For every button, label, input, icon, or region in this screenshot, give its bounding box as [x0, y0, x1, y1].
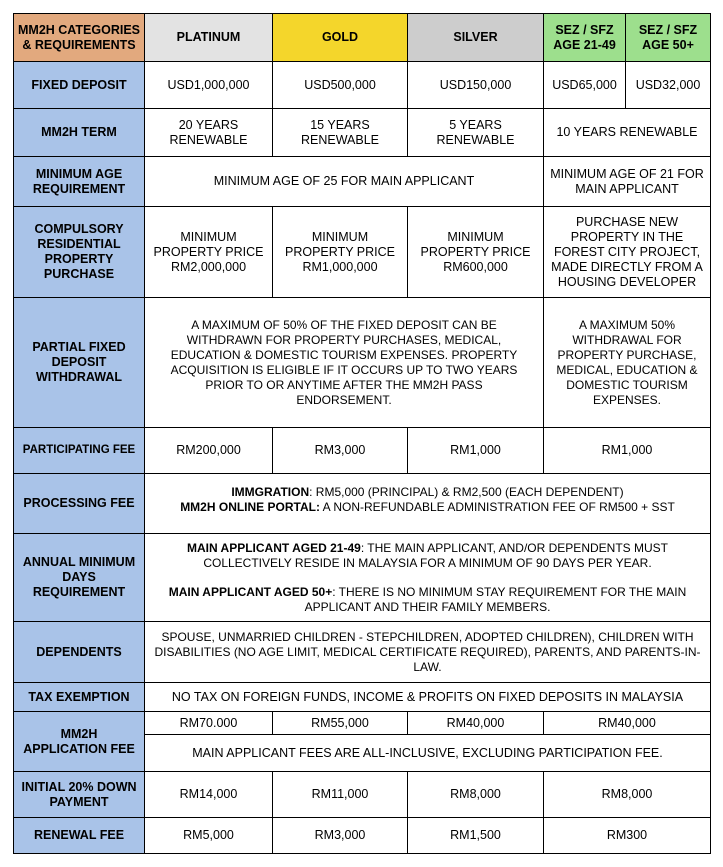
withdrawal-line: ACQUISITION IS ELIGIBLE IF IT OCCURS UP TO TWO YEARS: [170, 362, 518, 377]
processing-fee-row: [14, 474, 711, 534]
renewal-fee-row: [14, 818, 711, 854]
processing-fee-portal: [147, 500, 708, 515]
fixed-deposit-sez-50: USD32,000: [626, 62, 711, 109]
withdrawal-line: MEDICAL, EDUCATION &: [556, 362, 698, 377]
min-age-label: [14, 157, 145, 207]
down-payment-platinum: RM14,000: [145, 772, 273, 818]
renewal-fee-gold: RM3,000: [273, 818, 408, 854]
processing-fee-immigration: [147, 485, 708, 500]
sez-2149-header-line: SEZ / SFZ: [555, 22, 614, 37]
sez-50-header: [626, 14, 711, 62]
tax-label: TAX EXEMPTION: [14, 683, 145, 712]
property-label-line: PROPERTY: [44, 252, 114, 266]
annual-days-label-line: REQUIREMENT: [32, 585, 126, 599]
application-fee-note: MAIN APPLICANT FEES ARE ALL-INCLUSIVE, EXCLUDING PARTICIPATION FEE.: [145, 735, 711, 772]
min-age-sez: [544, 157, 711, 207]
term-line: RENEWABLE: [300, 132, 380, 147]
property-line: FOREST CITY PROJECT,: [553, 244, 701, 259]
dependents-label: DEPENDENTS: [14, 622, 145, 683]
property-platinum: [145, 207, 273, 298]
property-silver: [408, 207, 544, 298]
term-sez: 10 YEARS RENEWABLE: [544, 109, 711, 157]
withdrawal-label-line: DEPOSIT: [51, 355, 107, 369]
property-label-line: RESIDENTIAL: [37, 237, 121, 251]
annual-days-row: [14, 534, 711, 622]
property-line: PROPERTY PRICE: [153, 244, 264, 259]
min-age-sez-line: MINIMUM AGE OF 21 FOR: [550, 166, 704, 181]
sez-50-header-line: SEZ / SFZ: [638, 22, 698, 37]
term-label: MM2H TERM: [14, 109, 145, 157]
application-fee-platinum: RM70.000: [145, 712, 273, 735]
annual-days-label-line: ANNUAL MINIMUM: [22, 555, 136, 569]
processing-fee-details: [145, 474, 711, 534]
withdrawal-line: A MAXIMUM 50%: [578, 317, 676, 332]
withdrawal-line: EXPENSES.: [592, 392, 662, 407]
term-gold: [273, 109, 408, 157]
mm2h-requirements-table: [13, 13, 711, 854]
fixed-deposit-gold: USD500,000: [273, 62, 408, 109]
property-line: MADE DIRECTLY FROM A: [551, 259, 703, 274]
dependents-row: [14, 622, 711, 683]
fixed-deposit-silver: USD150,000: [408, 62, 544, 109]
platinum-header: PLATINUM: [145, 14, 273, 62]
annual-days-label-line: DAYS: [62, 570, 96, 584]
withdrawal-line: EDUCATION & DOMESTIC TOURISM EXPENSES. PROPERTY: [170, 347, 518, 362]
participating-fee-platinum: RM200,000: [145, 428, 273, 474]
dependents-details: SPOUSE, UNMARRIED CHILDREN - STEPCHILDREN, ADOPTED CHILDREN), CHILDREN WITH DISABILITIES (NO AGE LIMIT, MEDICAL CERTIFICATE REQUIRED), PARENTS, AND PARENTS-IN-LAW.: [145, 622, 711, 683]
term-platinum: [145, 109, 273, 157]
property-line: PROPERTY PRICE: [420, 244, 531, 259]
renewal-fee-platinum: RM5,000: [145, 818, 273, 854]
min-age-label-line: REQUIREMENT: [32, 181, 126, 196]
renewal-fee-silver: RM1,500: [408, 818, 544, 854]
withdrawal-line: A MAXIMUM OF 50% OF THE FIXED DEPOSIT CAN BE: [191, 317, 497, 332]
property-line: HOUSING DEVELOPER: [557, 274, 697, 289]
sez-2149-header-line: AGE 21-49: [553, 37, 616, 52]
annual-days-50-plus: [147, 585, 708, 615]
withdrawal-label-line: PARTIAL FIXED: [32, 340, 126, 354]
application-fee-label-line: MM2H: [60, 726, 98, 741]
annual-days-details: [145, 534, 711, 622]
down-payment-label-line: INITIAL 20% DOWN: [21, 779, 137, 794]
withdrawal-label-line: WITHDRAWAL: [35, 370, 123, 384]
property-label: [14, 207, 145, 298]
participating-fee-sez: RM1,000: [544, 428, 711, 474]
tax-row: [14, 683, 711, 712]
property-label-line: COMPULSORY: [34, 222, 124, 236]
property-line: RM1,000,000: [302, 259, 378, 274]
down-payment-silver: RM8,000: [408, 772, 544, 818]
withdrawal-line: WITHDRAWN FOR PROPERTY PURCHASES, MEDICAL,: [186, 332, 502, 347]
down-payment-gold: RM11,000: [273, 772, 408, 818]
portal-fee-text: A NON-REFUNDABLE ADMINISTRATION FEE OF RM500 + SST: [319, 500, 675, 514]
property-line: MINIMUM: [180, 229, 237, 244]
categories-header-line: MM2H CATEGORIES: [18, 22, 140, 37]
age-50-plus-label: MAIN APPLICANT AGED 50+: [168, 584, 333, 599]
property-line: MINIMUM: [447, 229, 504, 244]
term-row: [14, 109, 711, 157]
annual-days-label: [14, 534, 145, 622]
term-line: 20 YEARS: [178, 117, 239, 132]
application-fee-sez: RM40,000: [544, 712, 711, 735]
term-line: RENEWABLE: [436, 132, 515, 147]
property-line: MINIMUM: [311, 229, 369, 244]
application-fee-label-line: APPLICATION FEE: [23, 741, 135, 756]
renewal-fee-label: RENEWAL FEE: [14, 818, 145, 854]
withdrawal-sez: [544, 298, 711, 428]
withdrawal-row: [14, 298, 711, 428]
sez-2149-header: [544, 14, 626, 62]
property-sez: [544, 207, 711, 298]
term-silver: [408, 109, 544, 157]
property-row: [14, 207, 711, 298]
participating-fee-label: PARTICIPATING FEE: [14, 428, 145, 474]
renewal-fee-sez: RM300: [544, 818, 711, 854]
immigration-fee-text: : RM5,000 (PRINCIPAL) & RM2,500 (EACH DEPENDENT): [309, 485, 624, 499]
fixed-deposit-sez-2149: USD65,000: [544, 62, 626, 109]
min-age-row: [14, 157, 711, 207]
term-line: RENEWABLE: [169, 132, 248, 147]
property-line: RM2,000,000: [170, 259, 247, 274]
tax-details: NO TAX ON FOREIGN FUNDS, INCOME & PROFITS ON FIXED DEPOSITS IN MALAYSIA: [145, 683, 711, 712]
paragraph-spacer: [147, 571, 708, 585]
sez-50-header-line: AGE 50+: [642, 37, 694, 52]
down-payment-row: [14, 772, 711, 818]
min-age-label-line: MINIMUM AGE: [35, 166, 123, 181]
term-line: 5 YEARS: [449, 117, 502, 132]
participating-fee-gold: RM3,000: [273, 428, 408, 474]
annual-days-under-50: [147, 541, 708, 571]
down-payment-label: [14, 772, 145, 818]
property-line: PURCHASE NEW: [575, 214, 679, 229]
withdrawal-line: ENDORSEMENT.: [296, 392, 392, 407]
withdrawal-line: WITHDRAWAL FOR: [572, 332, 682, 347]
categories-header: [14, 14, 145, 62]
down-payment-label-line: PAYMENT: [49, 794, 109, 809]
application-fee-label: [14, 712, 145, 772]
property-line: RM600,000: [443, 259, 508, 274]
portal-label: MM2H ONLINE PORTAL:: [180, 500, 320, 514]
categories-header-line: & REQUIREMENTS: [22, 37, 136, 52]
down-payment-sez: RM8,000: [544, 772, 711, 818]
age-21-49-text: : THE MAIN APPLICANT, AND/OR DEPENDENTS MUST COLLECTIVELY RESIDE IN MALAYSIA FOR A MINIMUM OF 90 DAYS PER YEAR.: [203, 540, 668, 570]
term-line: 15 YEARS: [310, 117, 370, 132]
fixed-deposit-label: FIXED DEPOSIT: [14, 62, 145, 109]
age-50-plus-text: : THERE IS NO MINIMUM STAY REQUIREMENT FOR THE MAIN APPLICANT AND THEIR FAMILY MEMBERS.: [304, 584, 687, 614]
withdrawal-line: PRIOR TO OR ANYTIME AFTER THE MM2H PASS: [205, 377, 483, 392]
fixed-deposit-row: [14, 62, 711, 109]
min-age-main: MINIMUM AGE OF 25 FOR MAIN APPLICANT: [145, 157, 544, 207]
min-age-sez-line: MAIN APPLICANT: [575, 181, 679, 196]
withdrawal-line: PROPERTY PURCHASE,: [557, 347, 697, 362]
silver-header: SILVER: [408, 14, 544, 62]
property-label-line: PURCHASE: [43, 267, 115, 281]
header-row: [14, 14, 711, 62]
property-line: PROPERTY PRICE: [285, 244, 395, 259]
application-fee-gold: RM55,000: [273, 712, 408, 735]
property-gold: [273, 207, 408, 298]
application-fee-silver: RM40,000: [408, 712, 544, 735]
participating-fee-row: [14, 428, 711, 474]
immigration-label: IMMGRATION: [231, 485, 310, 499]
withdrawal-label: [14, 298, 145, 428]
age-21-49-label: MAIN APPLICANT AGED 21-49: [187, 540, 361, 555]
property-line: PROPERTY IN THE: [570, 229, 684, 244]
participating-fee-silver: RM1,000: [408, 428, 544, 474]
application-fee-row: [14, 712, 711, 735]
gold-header: GOLD: [273, 14, 408, 62]
withdrawal-line: DOMESTIC TOURISM: [566, 377, 688, 392]
fixed-deposit-platinum: USD1,000,000: [145, 62, 273, 109]
processing-fee-label: PROCESSING FEE: [14, 474, 145, 534]
withdrawal-main: [145, 298, 544, 428]
